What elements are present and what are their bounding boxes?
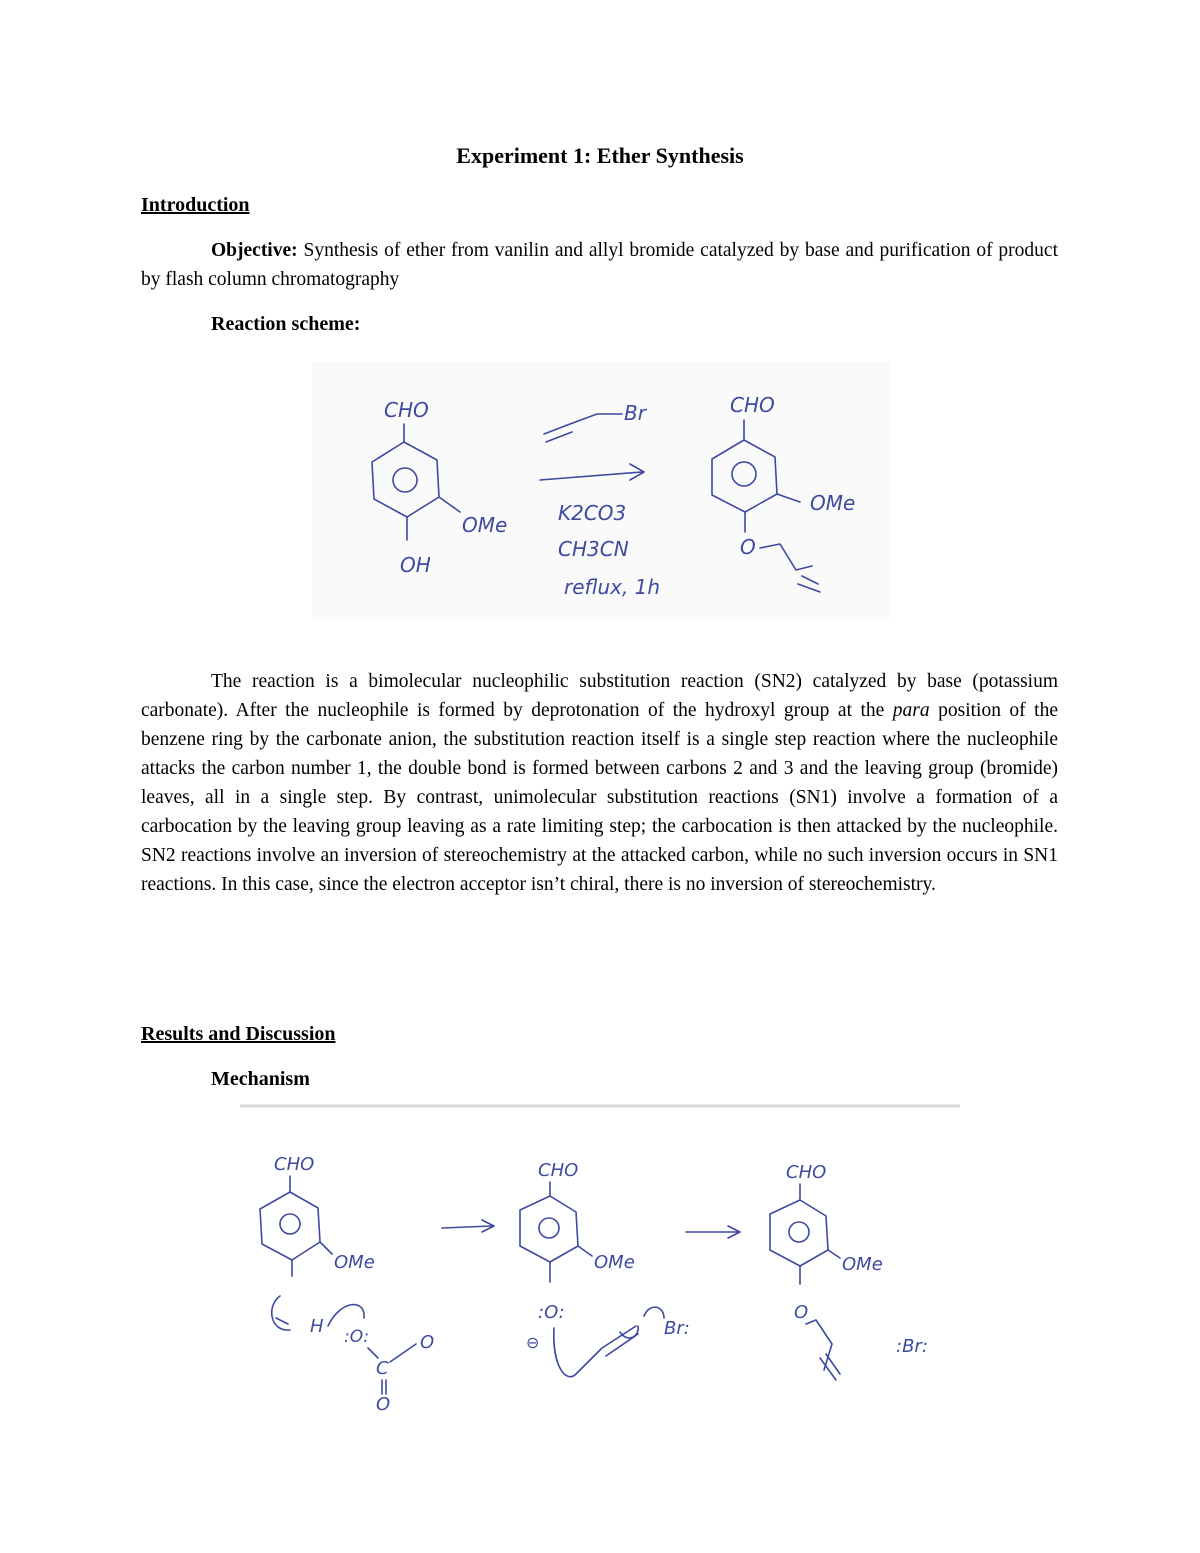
mechanism-arrow-2 xyxy=(686,1226,740,1238)
objective-paragraph xyxy=(141,236,1058,294)
step2-ome-label: OMe xyxy=(594,1252,635,1273)
document-title: Experiment 1: Ether Synthesis xyxy=(456,143,744,168)
step1-carbonate-bond-1 xyxy=(368,1348,378,1358)
step3-allyl-chain xyxy=(806,1320,840,1380)
product-o-label: O xyxy=(740,535,756,559)
mechanism-step-1 xyxy=(260,1154,434,1415)
discussion-text-2: position of the benzene ring by the carbonate anion, the substitution reaction itself is a single step reaction where the nucleophile attacks the carbon number 1, the double bond is formed between carbons 2 and 3 and the leaving group (bromide) leaves, all in a single step. By contrast, unimolecular substitution reactions (SN1) involve a formation of a carbocation by the leaving group leaving as a rate limiting step; the carbocation is then attacked by the nucleophile. SN2 reactions involve an inversion of stereochemistry at the attacked carbon, while no such inversion occurs in SN1 reactions. In this case, since the electron acceptor isn’t chiral, there is no inversion of stereochemistry. xyxy=(141,700,1058,895)
vanillin-ome-label: OMe xyxy=(462,513,508,537)
product-ome-label: OMe xyxy=(810,491,856,515)
mechanism-step-2 xyxy=(520,1160,690,1377)
introduction-heading: Introduction xyxy=(141,194,250,216)
step2-negative-charge: ⊖ xyxy=(526,1333,540,1352)
step1-carbonate-o3: O xyxy=(376,1394,391,1415)
step3-bromide-ion: :Br: xyxy=(896,1336,928,1357)
step1-carbonate-o2: O xyxy=(420,1332,435,1353)
discussion-text-1: The reaction is a bimolecular nucleophilic substitution reaction (SN2) catalyzed by base (potassium carbonate). After the nucleophile is formed by deprotonation of the hydroxyl group at the xyxy=(141,671,1058,721)
results-heading: Results and Discussion xyxy=(141,1023,336,1045)
step2-o-anion: :O: xyxy=(538,1302,565,1323)
vanillin-cho-label: CHO xyxy=(384,398,429,422)
step2-ring xyxy=(520,1182,578,1262)
step2-br-label: Br: xyxy=(664,1318,690,1339)
step2-ring-circle xyxy=(539,1218,559,1238)
mechanism-step-3 xyxy=(770,1162,928,1380)
step1-carbonate-o1: :O: xyxy=(344,1327,370,1347)
reaction-scheme-label: Reaction scheme: xyxy=(211,313,361,335)
reaction-conditions: reflux, 1h xyxy=(564,575,661,599)
step1-carbonate-c: C xyxy=(376,1358,389,1379)
mechanism-image xyxy=(240,1104,960,1424)
reagent-k2co3: K2CO3 xyxy=(558,501,627,525)
objective-label: Objective: xyxy=(211,240,298,261)
objective-text: Synthesis of ether from vanilin and allyl bromide catalyzed by base and purification of product by flash column chromatography xyxy=(141,240,1058,290)
discussion-paragraph xyxy=(141,667,1058,899)
mechanism-label: Mechanism xyxy=(211,1068,310,1090)
mechanism-arrow-1 xyxy=(442,1220,494,1232)
step1-h-label: H xyxy=(310,1316,324,1337)
step3-o-label: O xyxy=(794,1302,809,1323)
step3-ring-circle xyxy=(789,1222,809,1242)
step1-electron-arrow-2 xyxy=(328,1305,364,1326)
step2-electron-arrows xyxy=(620,1307,664,1338)
step1-electron-arrow-1 xyxy=(272,1296,290,1330)
step2-bonds xyxy=(550,1246,592,1282)
step1-ome-label: OMe xyxy=(334,1252,375,1273)
step1-ring xyxy=(260,1176,320,1260)
step3-ring xyxy=(770,1184,828,1266)
step1-ring-circle xyxy=(280,1214,300,1234)
discussion-para-word: para xyxy=(892,700,930,721)
step3-cho-label: CHO xyxy=(786,1162,827,1183)
step2-cho-label: CHO xyxy=(538,1160,579,1181)
reaction-scheme-image xyxy=(312,362,890,620)
allyl-bromide-label: Br xyxy=(624,401,646,425)
step3-ome-label: OMe xyxy=(842,1254,883,1275)
step1-cho-label: CHO xyxy=(274,1154,315,1175)
product-cho-label: CHO xyxy=(730,393,775,417)
step2-attack-arrow xyxy=(554,1326,638,1377)
vanillin-oh-label: OH xyxy=(400,553,431,577)
reagent-ch3cn: CH3CN xyxy=(558,537,629,561)
